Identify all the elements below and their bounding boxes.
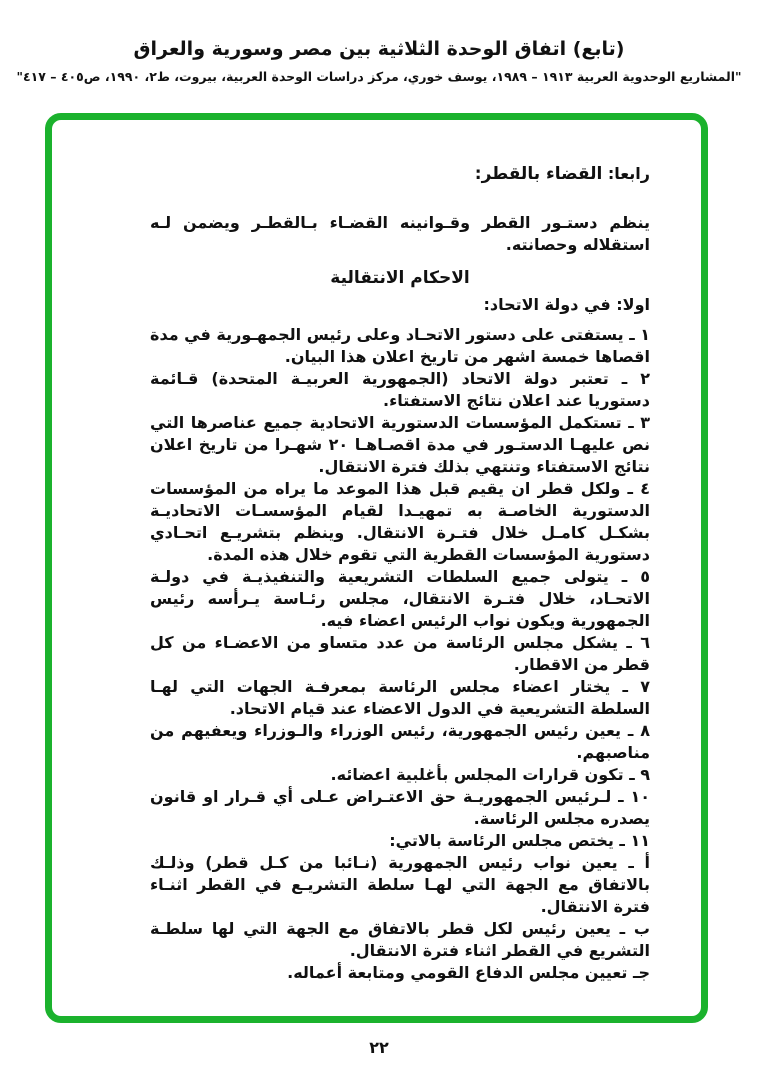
clause-3: ٣ ـ تستكمل المؤسسات الدستورية الاتحادية جميع عناصرها التي نص عليهـا الدستـور في مدة اقصـاهـا ٢٠ شهـرا من تاريخ اعلان نتائج الاستفتاء وتنتهي بذلك فترة الانتقال. (150, 413, 650, 476)
page-header (0, 38, 758, 84)
document-body (150, 163, 650, 984)
clause-11a: أ ـ يعين نواب رئيس الجمهورية (نـائبا من كـل قطر) وذلـك بالاتفاق مع الجهة التي لهـا سلطة التشريـع في القطر اثنـاء فترة الانتقال. (150, 853, 650, 916)
clause-10: ١٠ ـ لـرئيس الجمهوريـة حق الاعتـراض عـلى أي قـرار او قانون يصدره مجلس الرئاسة. (150, 787, 650, 828)
clause-4: ٤ ـ ولكل قطر ان يقيم قبل هذا الموعد ما يراه من المؤسسات الدستورية الخاصـة به تمهيـدا لقيام المؤسسـات الاتحاديـة بشكـل كامـل خلال فتـرة الانتقال. وينظم بتشريـع اتحـادي دستورية المؤسسات القطرية التي تقوم خلال هذه المدة. (150, 479, 650, 564)
section-heading-title: القضاء بالقطر: (474, 164, 603, 184)
chapter-heading: الاحكام الانتقالية (330, 268, 470, 288)
intro-paragraph: ينظم دستـور القطر وقـوانينه القضـاء بـالقطـر ويضمن لـه استقلاله وحصانته. (150, 213, 650, 254)
clause-1: ١ ـ يستفتى على دستور الاتحـاد وعلى رئيس الجمهـورية في مدة اقصاها خمسة اشهر من تاريخ اعلان هذا البيان. (150, 325, 650, 366)
section-heading-label: رابعا: (602, 164, 650, 183)
clause-2: ٢ ـ تعتبر دولة الاتحاد (الجمهورية العربيـة المتحدة) قـائمة دستوريا عند اعلان نتائج الاستفتاء. (150, 369, 650, 410)
clause-5: ٥ ـ يتولى جميع السلطات التشريعية والتنفيذيـة في دولـة الاتحـاد، خلال فتـرة الانتقال، مجلس رئـاسة يـرأسه رئيس الجمهورية ويكون نواب الرئيس اعضاء فيه. (150, 567, 650, 630)
clause-7: ٧ ـ يختار اعضاء مجلس الرئاسة بمعرفـة الجهات التي لهـا السلطة التشريعية في الدول الاعضاء عند قيام الاتحاد. (150, 677, 650, 718)
subsection-heading: اولا: في دولة الاتحاد: (483, 295, 650, 314)
page-number: ٢٢ (369, 1038, 389, 1057)
clause-11b: ب ـ يعين رئيس لكل قطر بالاتفاق مع الجهة التي لها سلطـة التشريع في القطر اثناء فترة الانتقال. (150, 919, 650, 960)
document-title: (تابع) اتفاق الوحدة الثلاثية بين مصر وسورية والعراق (133, 38, 625, 60)
clause-9: ٩ ـ تكون قرارات المجلس بأغلبية اعضائه. (330, 765, 650, 784)
clause-8: ٨ ـ يعين رئيس الجمهورية، رئيس الوزراء والـوزراء ويعفيهم من مناصبهم. (150, 721, 650, 762)
clauses-list (150, 324, 650, 984)
section-heading (150, 163, 650, 185)
clause-6: ٦ ـ يشكل مجلس الرئاسة من عدد متساو من الاعضـاء من كل قطر من الاقطار. (150, 633, 650, 674)
clause-11c: جـ تعيين مجلس الدفاع القومي ومتابعة أعماله. (287, 963, 650, 982)
source-citation: "المشاريع الوحدوية العربية ١٩١٣ – ١٩٨٩، يوسف خوري، مركز دراسات الوحدة العربية، بيروت، ط٢، ١٩٩٠، ص٤٠٥ – ٤١٧" (16, 69, 742, 84)
clause-11: ١١ ـ يختص مجلس الرئاسة بالاتي: (389, 831, 650, 850)
